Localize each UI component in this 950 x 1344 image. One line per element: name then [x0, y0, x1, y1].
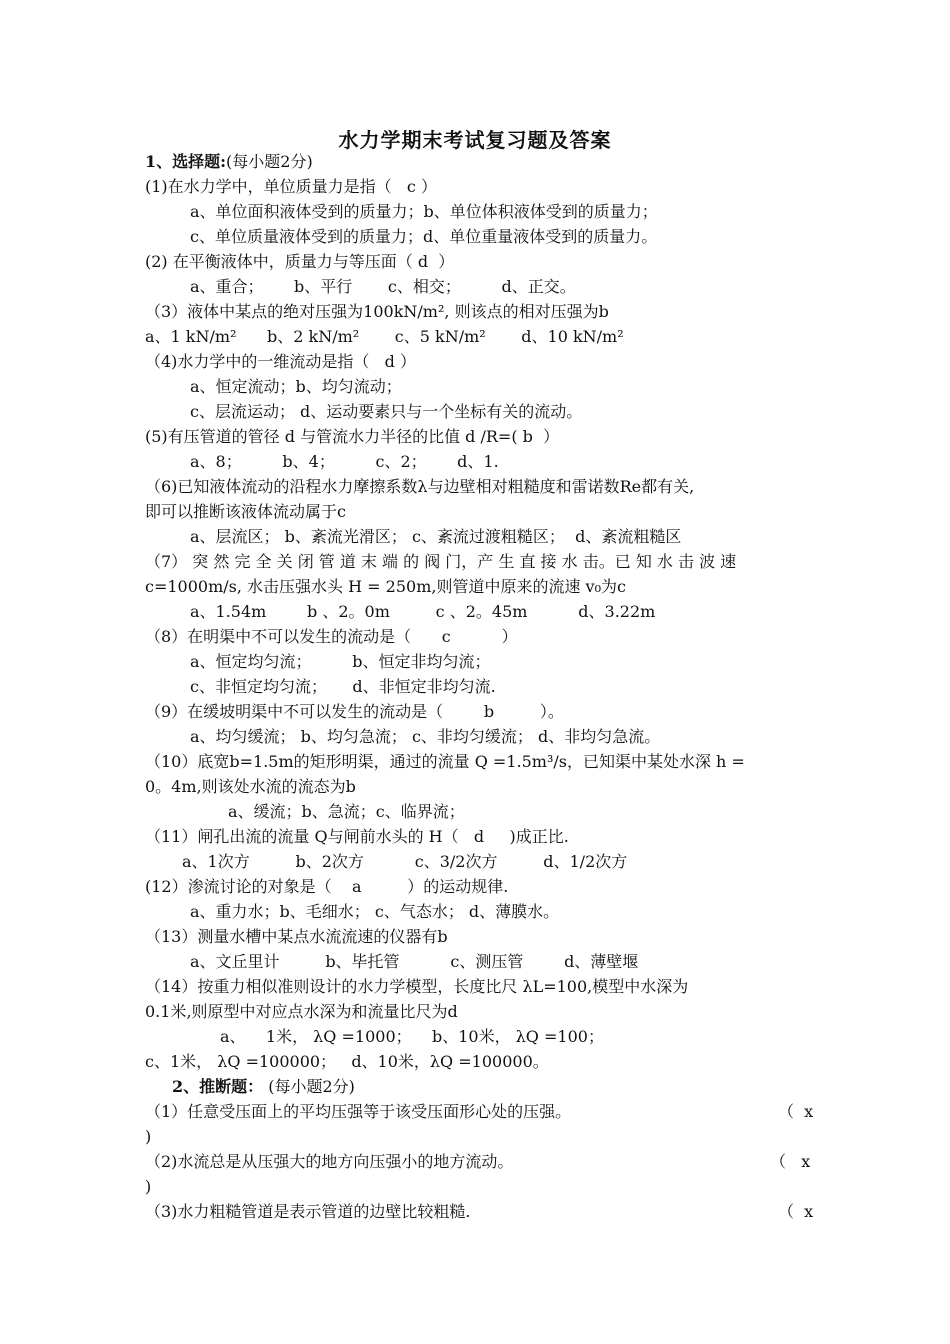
line-note: (每小题2分)	[226, 152, 313, 171]
text-line	[190, 402, 582, 422]
line-text: a、缓流；b、急流；c、临界流；	[228, 802, 465, 821]
line-text: 即可以推断该液体流动属于c	[145, 502, 346, 521]
line-text: （8）在明渠中不可以发生的流动是（ c ）	[145, 627, 518, 646]
line-text: （11）闸孔出流的流量 Q与闸前水头的 H（ d )成正比.	[145, 827, 569, 846]
text-line	[145, 252, 454, 272]
line-note: (每小题2分)	[263, 1077, 355, 1096]
text-line	[778, 1202, 813, 1222]
line-text: （1）任意受压面上的平均压强等于该受压面形心处的压强。	[145, 1102, 572, 1121]
line-text: （7） 突 然 完 全 关 闭 管 道 末 端 的 阀 门，产 生 直 接 水 击。已 知 水 击 波 速	[145, 552, 737, 571]
text-line	[145, 777, 356, 797]
line-text: (12）渗流讨论的对象是（ a ）的运动规律.	[145, 877, 509, 896]
line-text: c、1米， λQ =100000； d、10米，λQ =100000。	[145, 1052, 549, 1071]
line-text: a、层流区； b、紊流光滑区； c、紊流过渡粗糙区； d、紊流粗糙区	[190, 527, 682, 546]
line-text: （6)已知液体流动的沿程水力摩擦系数λ与边壁相对粗糙度和雷诺数Re都有关,	[145, 477, 695, 496]
line-text: （14）按重力相似准则设计的水力学模型，长度比尺 λL=100,模型中水深为	[145, 977, 689, 996]
line-text: （10）底宽b=1.5m的矩形明渠，通过的流量 Q =1.5m³/s，已知渠中某处水深 h =	[145, 752, 745, 771]
document-title: 水力学期末考试复习题及答案	[338, 128, 612, 152]
line-text: a、文丘里计 b、毕托管 c、测压管 d、薄壁堰	[190, 952, 639, 971]
line-text: a、重合； b、平行 c、相交； d、正交。	[190, 277, 576, 296]
text-line	[190, 902, 559, 922]
text-line	[145, 1052, 549, 1072]
line-text: （9）在缓坡明渠中不可以发生的流动是（ b ）。	[145, 702, 564, 721]
text-line	[145, 177, 437, 197]
text-line	[190, 602, 655, 622]
text-line	[145, 577, 626, 597]
line-text: (1)在水力学中，单位质量力是指（ c ）	[145, 177, 437, 196]
line-text: a、 1米， λQ =1000； b、10米， λQ =100；	[220, 1027, 604, 1046]
text-line	[145, 752, 745, 772]
line-text: )	[145, 1127, 152, 1146]
line-text: （ x	[778, 1202, 814, 1221]
line-text: )	[145, 1177, 152, 1196]
text-line	[145, 1177, 151, 1197]
text-line	[190, 652, 490, 672]
text-line	[145, 302, 609, 322]
section-heading	[145, 152, 313, 172]
text-line	[145, 627, 518, 647]
text-line	[220, 1027, 604, 1047]
text-line	[145, 702, 564, 722]
line-text: (5)有压管道的管径 d 与管流水力半径的比值 d /R=( b ）	[145, 427, 560, 446]
text-line	[145, 1002, 458, 1022]
line-text: a、单位面积液体受到的质量力；b、单位体积液体受到的质量力；	[190, 202, 658, 221]
text-line	[145, 927, 448, 947]
section-heading	[172, 1077, 355, 1097]
line-text: （3)水力粗糙管道是表示管道的边壁比较粗糙.	[145, 1202, 471, 1221]
text-line	[182, 852, 627, 872]
text-line	[228, 802, 465, 822]
text-line	[145, 352, 416, 372]
line-text: （ x	[770, 1152, 811, 1171]
line-text: 0。4m,则该处水流的流态为b	[145, 777, 356, 796]
text-line	[190, 202, 658, 222]
text-line	[145, 477, 694, 497]
line-text: （2)水流总是从压强大的地方向压强小的地方流动。	[145, 1152, 514, 1171]
line-text: (2) 在平衡液体中，质量力与等压面（ d ）	[145, 252, 455, 271]
text-line	[145, 1102, 571, 1122]
line-text: a、1次方 b、2次方 c、3/2次方 d、1/2次方	[182, 852, 628, 871]
line-text: a、恒定均匀流； b、恒定非均匀流；	[190, 652, 491, 671]
text-line	[190, 527, 681, 547]
text-line	[190, 452, 499, 472]
line-text: a、恒定流动；b、均匀流动；	[190, 377, 402, 396]
text-line	[145, 977, 688, 997]
line-text: a、1.54m b 、2。0m c 、2。45m d、3.22m	[190, 602, 656, 621]
text-line	[145, 827, 569, 847]
text-line	[145, 1127, 151, 1147]
line-text: c=1000m/s, 水击压强水头 H = 250m,则管道中原来的流速 v₀为c	[145, 577, 626, 596]
line-text: a、8； b、4； c、2； d、1.	[190, 452, 499, 471]
text-line	[145, 1202, 471, 1222]
line-text: a、均匀缓流； b、均匀急流； c、非均匀缓流； d、非均匀急流。	[190, 727, 661, 746]
text-line	[145, 427, 559, 447]
line-text: a、1 kN/m² b、2 kN/m² c、5 kN/m² d、10 kN/m²	[145, 327, 624, 346]
line-text: 0.1米,则原型中对应点水深为和流量比尺为d	[145, 1002, 458, 1021]
line-text: c、非恒定均匀流； d、非恒定非均匀流.	[190, 677, 496, 696]
line-text: （ x	[778, 1102, 814, 1121]
text-line	[190, 277, 576, 297]
text-line	[190, 377, 402, 397]
text-line	[145, 877, 508, 897]
text-line	[145, 327, 624, 347]
text-line	[778, 1102, 813, 1122]
line-text: a、重力水；b、毛细水； c、气态水； d、薄膜水。	[190, 902, 560, 921]
line-text: （13）测量水槽中某点水流流速的仪器有b	[145, 927, 448, 946]
text-line	[190, 727, 660, 747]
line-text: （4)水力学中的一维流动是指（ d ）	[145, 352, 417, 371]
line-text: 2、推断题：	[172, 1077, 264, 1096]
text-line	[190, 677, 496, 697]
text-line	[145, 552, 736, 572]
line-text: c、层流运动； d、运动要素只与一个坐标有关的流动。	[190, 402, 583, 421]
text-line	[145, 1152, 513, 1172]
line-text: c、单位质量液体受到的质量力；d、单位重量液体受到的质量力。	[190, 227, 658, 246]
text-line	[145, 502, 346, 522]
text-line	[190, 227, 657, 247]
text-line	[770, 1152, 810, 1172]
line-text: 1、选择题:	[145, 152, 227, 171]
line-text: （3）液体中某点的绝对压强为100kN/m², 则该点的相对压强为b	[145, 302, 609, 321]
text-line	[190, 952, 638, 972]
